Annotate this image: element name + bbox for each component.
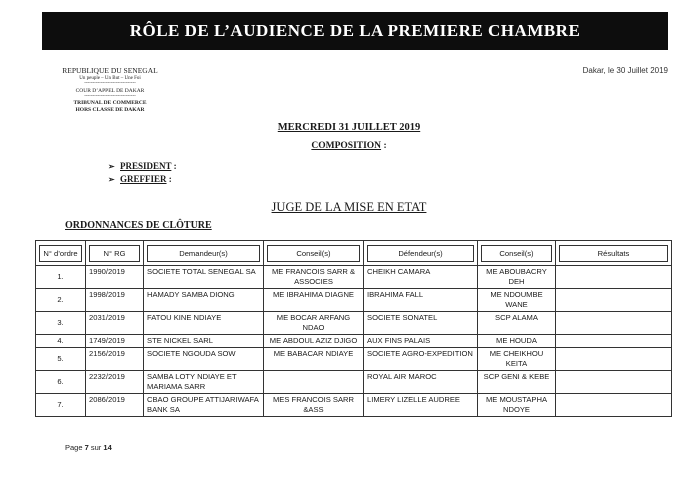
header-separator: -------------------------------: [84, 81, 136, 86]
defendant: SOCIETE AGRO-EXPEDITION: [364, 348, 478, 371]
order-number: 4.: [36, 335, 86, 348]
defendant-counsel: ME MOUSTAPHA NDOYE: [478, 394, 556, 417]
order-number: 7.: [36, 394, 86, 417]
plaintiff-counsel: ME IBRAHIMA DIAGNE: [264, 289, 364, 312]
rg-number: 2156/2019: [86, 348, 144, 371]
result: [556, 371, 672, 394]
hearing-roll-table: [35, 240, 672, 417]
defendant: IBRAHIMA FALL: [364, 289, 478, 312]
column-header-rg: N° RG: [86, 241, 144, 266]
result: [556, 312, 672, 335]
composition-label: COMPOSITION: [311, 141, 382, 151]
table-row: [36, 371, 672, 394]
page-number: 7: [84, 443, 89, 452]
column-header-plaintiff: Demandeur(s): [144, 241, 264, 266]
page-footer: [65, 443, 112, 452]
session-date: MERCREDI 31 JUILLET 2019: [277, 122, 421, 133]
plaintiff: STE NICKEL SARL: [144, 335, 264, 348]
order-number: 6.: [36, 371, 86, 394]
rg-number: 2031/2019: [86, 312, 144, 335]
plaintiff-counsel: [264, 371, 364, 394]
defendant: ROYAL AIR MAROC: [364, 371, 478, 394]
column-header-counsel-plaintiff: Conseil(s): [264, 241, 364, 266]
rg-number: 1990/2019: [86, 266, 144, 289]
national-motto: Un peuple – Un But – Une Foi: [79, 76, 141, 81]
plaintiff: SOCIETE TOTAL SENEGAL SA: [144, 266, 264, 289]
composition-heading: [0, 141, 698, 151]
result: [556, 266, 672, 289]
plaintiff: HAMADY SAMBA DIONG: [144, 289, 264, 312]
role-president: [108, 160, 177, 173]
court-header: [50, 66, 170, 114]
page-of-label: sur: [90, 443, 102, 452]
order-number: 2.: [36, 289, 86, 312]
table-row: [36, 348, 672, 371]
section-title: JUGE DE LA MISE EN ETAT: [271, 200, 427, 214]
result: [556, 289, 672, 312]
role-suffix: :: [166, 174, 172, 184]
arrow-bullet-icon: ➢: [108, 162, 115, 171]
result: [556, 335, 672, 348]
page-banner: RÔLE DE L’AUDIENCE DE LA PREMIERE CHAMBRE: [42, 12, 668, 50]
defendant: LIMERY LIZELLE AUDREE: [364, 394, 478, 417]
defendant-counsel: SCP ALAMA: [478, 312, 556, 335]
plaintiff-counsel: ME BABACAR NDIAYE: [264, 348, 364, 371]
order-number: 3.: [36, 312, 86, 335]
plaintiff-counsel: ME ABDOUL AZIZ DJIGO: [264, 335, 364, 348]
table-row: [36, 266, 672, 289]
plaintiff-counsel: ME BOCAR ARFANG NDAO: [264, 312, 364, 335]
defendant-counsel: ME ABOUBACRY DEH: [478, 266, 556, 289]
composition-suffix: :: [381, 141, 387, 151]
arrow-bullet-icon: ➢: [108, 175, 115, 184]
composition-roles: [108, 160, 177, 186]
order-number: 1.: [36, 266, 86, 289]
defendant-counsel: ME HOUDA: [478, 335, 556, 348]
defendant: CHEIKH CAMARA: [364, 266, 478, 289]
plaintiff-counsel: ME FRANCOIS SARR & ASSOCIES: [264, 266, 364, 289]
column-header-counsel-defendant: Conseil(s): [478, 241, 556, 266]
subsection-title: ORDONNANCES DE CLÔTURE: [65, 220, 212, 231]
order-number: 5.: [36, 348, 86, 371]
page-label: Page: [65, 443, 83, 452]
defendant-counsel: SCP GENI & KEBE: [478, 371, 556, 394]
tribunal-line-2: HORS CLASSE DE DAKAR: [75, 107, 145, 113]
column-header-defendant: Défendeur(s): [364, 241, 478, 266]
table-row: [36, 312, 672, 335]
table-row: [36, 335, 672, 348]
rg-number: 1998/2019: [86, 289, 144, 312]
page-total: 14: [103, 443, 112, 452]
defendant: AUX FINS PALAIS: [364, 335, 478, 348]
defendant-counsel: ME NDOUMBE WANE: [478, 289, 556, 312]
court-name: COUR D’APPEL DE DAKAR: [75, 88, 145, 94]
role-suffix: :: [171, 161, 177, 171]
table-header-row: [36, 241, 672, 266]
plaintiff: SAMBA LOTY NDIAYE ET MARIAMA SARR: [144, 371, 264, 394]
column-header-order: N° d’ordre: [36, 241, 86, 266]
role-greffier: [108, 173, 177, 186]
plaintiff: CBAO GROUPE ATTIJARIWAFA BANK SA: [144, 394, 264, 417]
plaintiff: SOCIETE NGOUDA SOW: [144, 348, 264, 371]
table-row: [36, 289, 672, 312]
result: [556, 348, 672, 371]
rg-number: 2232/2019: [86, 371, 144, 394]
republic-label: REPUBLIQUE DU SENEGAL: [62, 66, 158, 75]
result: [556, 394, 672, 417]
header-separator-2: -------------------------------: [84, 94, 136, 99]
plaintiff-counsel: MES FRANCOIS SARR &ASS: [264, 394, 364, 417]
table-row: [36, 394, 672, 417]
plaintiff: FATOU KINE NDIAYE: [144, 312, 264, 335]
tribunal-line-1: TRIBUNAL DE COMMERCE: [73, 100, 147, 106]
defendant: SOCIETE SONATEL: [364, 312, 478, 335]
role-label: PRESIDENT: [120, 161, 172, 171]
rg-number: 1749/2019: [86, 335, 144, 348]
role-label: GREFFIER: [120, 174, 167, 184]
document-date: Dakar, le 30 Juillet 2019: [582, 66, 668, 75]
defendant-counsel: ME CHEIKHOU KEITA: [478, 348, 556, 371]
column-header-results: Résultats: [556, 241, 672, 266]
rg-number: 2086/2019: [86, 394, 144, 417]
